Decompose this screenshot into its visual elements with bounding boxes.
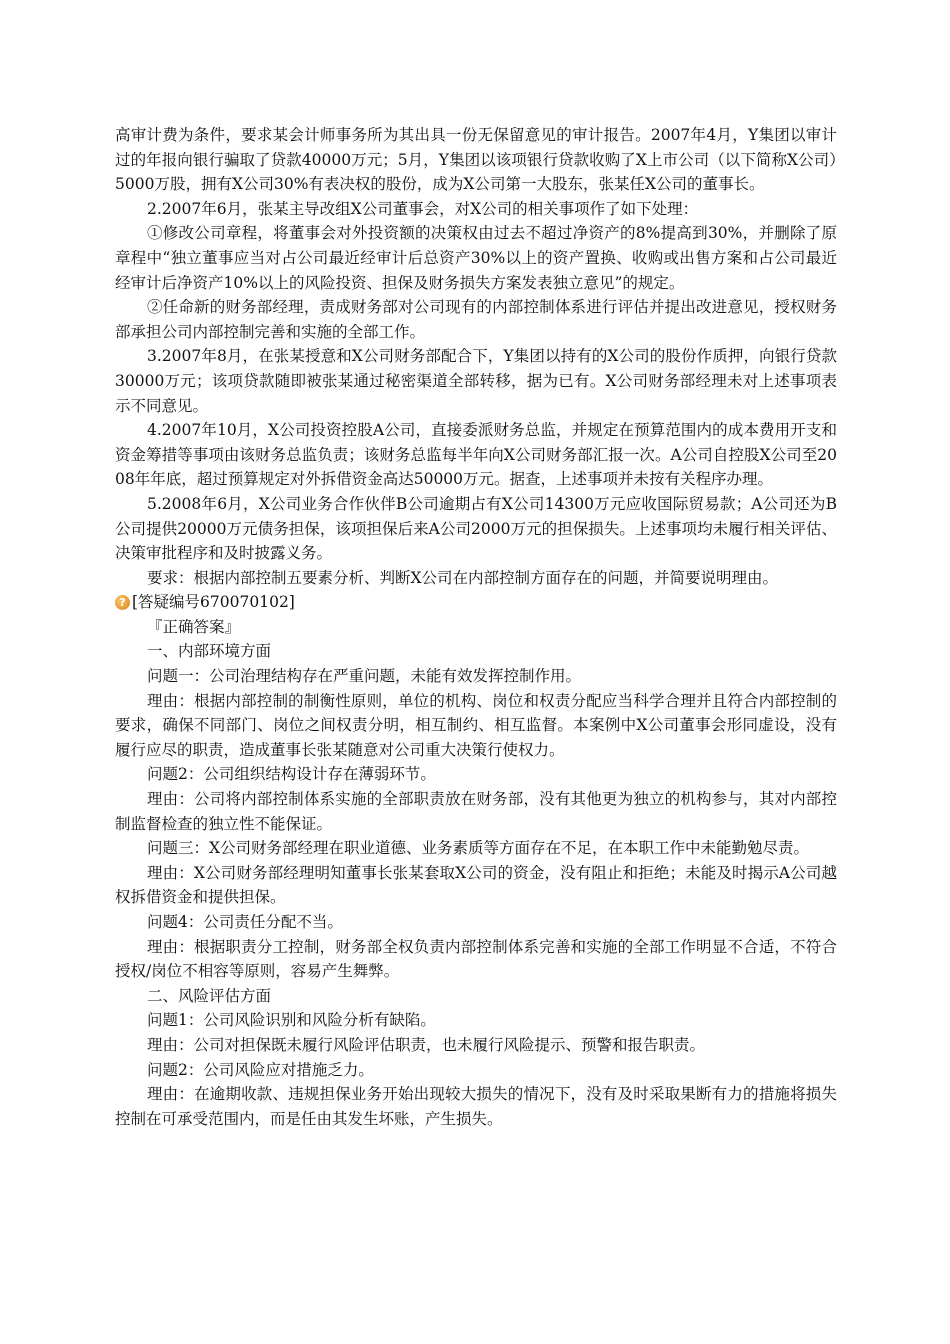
- section-heading: 二、风险评估方面: [147, 986, 272, 1005]
- question-id: [答疑编号670070102]: [132, 593, 295, 612]
- answer-heading: 『正确答案』: [147, 617, 241, 636]
- case-paragraph: 3.2007年8月，在张某授意和X公司财务部配合下，Y集团以持有的X公司的股份作质押，向银行贷款30000万元；该项贷款随即被张某通过秘密渠道全部转移，据为已有。X公司财务部经理未对上述事项表示不同意见。: [115, 347, 837, 415]
- answer-paragraph: 理由：根据职责分工控制，财务部全权负责内部控制体系完善和实施的全部工作明显不合适，不符合授权/岗位不相容等原则，容易产生舞弊。: [115, 937, 837, 981]
- answer-paragraph: 问题2：公司组织结构设计存在薄弱环节。: [147, 765, 436, 784]
- case-paragraph: 4.2007年10月，X公司投资控股A公司，直接委派财务总监，并规定在预算范围内的成本费用开支和资金筹措等事项由该财务总监负责；该财务总监每半年向X公司财务部汇报一次。A公司自控股X公司至2008年年底，超过预算规定对外拆借资金高达50000万元。据查，上述事项并未按有关程序办理。: [115, 421, 837, 489]
- answer-paragraph: 问题2：公司风险应对措施乏力。: [147, 1060, 374, 1079]
- answer-paragraph: 理由：根据内部控制的制衡性原则，单位的机构、岗位和权责分配应当科学合理并且符合内部控制的要求，确保不同部门、岗位之间权责分明，相互制约、相互监督。本案例中X公司董事会形同虚设，没有履行应尽的职责，造成董事长张某随意对公司重大决策行使权力。: [115, 691, 837, 759]
- answer-paragraph: 理由：公司对担保既未履行风险评估职责，也未履行风险提示、预警和报告职责。: [147, 1035, 706, 1054]
- case-paragraph: ①修改公司章程，将董事会对外投资额的决策权由过去不超过净资产的8%提高到30%，并删除了原章程中“独立董事应当对占公司最近经审计后总资产30%以上的资产置换、收购或出售方案和占公司最近经审计后净资产10%以上的风险投资、担保及财务损失方案发表独立意见”的规定。: [115, 224, 837, 292]
- answer-paragraph: 理由：X公司财务部经理明知董事长张某套取X公司的资金，没有阻止和拒绝；未能及时揭示A公司越权拆借资金和提供担保。: [115, 863, 837, 907]
- answer-paragraph: 理由：在逾期收款、违规担保业务开始出现较大损失的情况下，没有及时采取果断有力的措施将损失控制在可承受范围内，而是任由其发生坏账，产生损失。: [115, 1085, 837, 1128]
- answer-paragraph: 问题4：公司责任分配不当。: [147, 913, 343, 931]
- section-heading: 一、内部环境方面: [147, 642, 272, 661]
- answer-paragraph: 问题三：X公司财务部经理在职业道德、业务素质等方面存在不足，在本职工作中未能勤勉尽责。: [147, 839, 810, 858]
- requirement-paragraph: 要求：根据内部控制五要素分析、判断X公司在内部控制方面存在的问题，并简要说明理由。: [147, 568, 779, 587]
- case-paragraph: 2.2007年6月，张某主导改组X公司董事会，对X公司的相关事项作了如下处理：: [147, 199, 699, 218]
- case-paragraph: 5.2008年6月，X公司业务合作伙伴B公司逾期占有X公司14300万元应收国际贸易款；A公司还为B公司提供20000万元债务担保，该项担保后来A公司2000万元的担保损失。上述事项均未履行相关评估、决策审批程序和及时披露义务。: [115, 494, 837, 563]
- answer-paragraph: 理由：公司将内部控制体系实施的全部职责放在财务部，没有其他更为独立的机构参与，其对内部控制监督检查的独立性不能保证。: [115, 790, 837, 833]
- question-id-line: [115, 590, 837, 615]
- case-paragraph: 高审计费为条件，要求某会计师事务所为其出具一份无保留意见的审计报告。2007年4月，Y集团以审计过的年报向银行骗取了贷款40000万元；5月，Y集团以该项银行贷款收购了X上市公司（以下简称X公司）5000万股，拥有X公司30%有表决权的股份，成为X公司第一大股东，张某任X公司的董事长。: [115, 126, 837, 194]
- answer-paragraph: 问题一：公司治理结构存在严重问题，未能有效发挥控制作用。: [147, 667, 582, 686]
- case-paragraph: ②任命新的财务部经理，责成财务部对公司现有的内部控制体系进行评估并提出改进意见，授权财务部承担公司内部控制完善和实施的全部工作。: [115, 298, 837, 341]
- answer-paragraph: 问题1：公司风险识别和风险分析有缺陷。: [147, 1011, 436, 1030]
- question-icon: ?: [115, 595, 130, 610]
- document-body: [115, 123, 837, 1131]
